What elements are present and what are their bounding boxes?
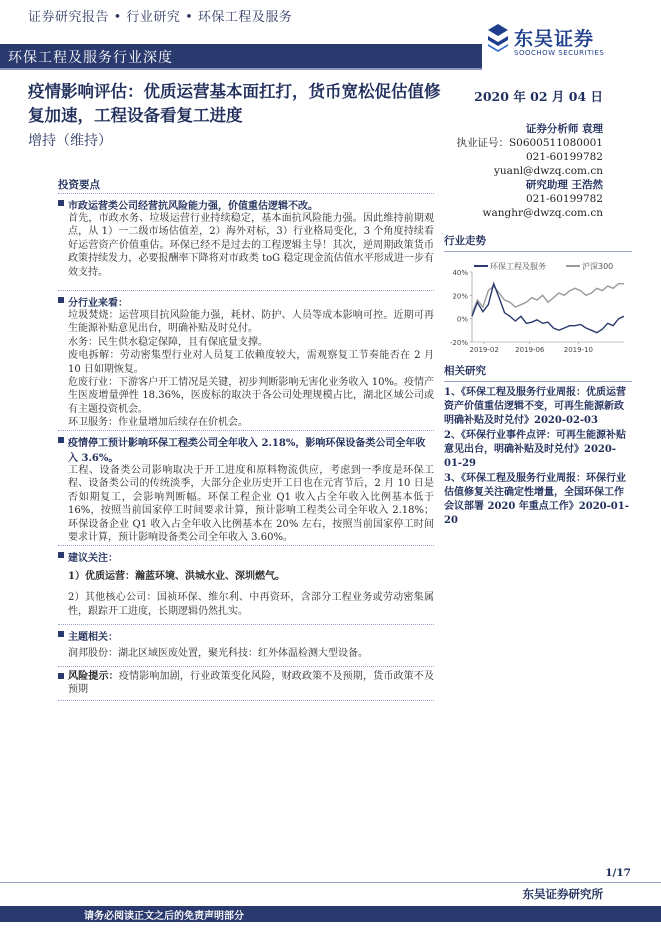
breadcrumb: 证券研究报告 • 行业研究 • 环保工程及服务	[28, 10, 293, 25]
invest-points-heading: 投资要点	[58, 179, 100, 191]
category-banner-text: 环保工程及服务行业深度	[8, 50, 173, 66]
y-tick-label: 40%	[452, 269, 468, 277]
rating: 增持（维持）	[28, 133, 112, 149]
trend-section	[444, 233, 632, 252]
dismantle-text: 废电拆解：劳动密集型行业对人员复工依赖度较大，需观察复工节奏能否在 2 月 10 日如期恢复。	[68, 350, 434, 375]
hazard-waste-text: 危废行业：下游客户开工情况是关键，初步判断影响无害化业务收入 10%。疫情产生医废增量弹性 18.36%，医废标的取决于各公司处理规模占比，湖北区域公司或有主题投资机会。	[68, 377, 434, 415]
recommend-item-1: 1）优质运营：瀚蓝环境、洪城水业、深圳燃气。	[68, 571, 285, 582]
related-item-2[interactable]: 2、《环保行业事件点评：可再生能源补贴意见出台，明确补贴及时兑付》2020-01-29	[444, 430, 626, 469]
section-by-industry	[58, 290, 434, 430]
section-core-view	[58, 193, 434, 279]
series-line-sector	[472, 284, 624, 333]
y-tick-label: 20%	[452, 292, 468, 301]
by-industry-title: 分行业来看：	[58, 294, 434, 309]
assistant-email[interactable]: wanghr@dwzq.com.cn	[482, 207, 603, 219]
x-tick-label: 2019-06	[515, 346, 545, 354]
legend-label-sector: 环保工程及服务	[490, 262, 546, 271]
section-shutdown-impact	[58, 430, 434, 544]
related-item-1[interactable]: 1、《环保工程及服务行业周报：优质运营资产价值重估逻辑不变，可再生能源新政明确补贴及时兑付》2020-02-03	[444, 387, 626, 426]
section-risk	[58, 666, 434, 701]
sanitation-text: 环卫服务：作业量增加后续存在价机会。	[68, 417, 248, 429]
brand-logo	[486, 22, 636, 66]
trend-chart	[444, 260, 632, 360]
legend-label-index: 沪深300	[582, 262, 614, 271]
logo-mark-icon	[486, 24, 510, 52]
disclaimer-notice: 请务必阅读正文之后的免责声明部分	[84, 911, 244, 922]
analyst-name: 证券分析师 袁理	[525, 123, 603, 135]
page-number: 1/17	[605, 867, 631, 879]
analyst-block	[456, 122, 603, 220]
x-tick-label: 2019-10	[563, 346, 594, 354]
risk-content: 疫情影响加剧，行业政策变化风险，财政政策不及预期，货币政策不及预期	[68, 671, 435, 696]
logo-name-cn: 东吴证券	[514, 28, 595, 50]
institute-name: 东吴证券研究所	[522, 887, 603, 901]
footer-divider	[0, 882, 661, 883]
core-view-text: 首先，市政水务、垃圾运营行业持续稳定，基本面抗风险能力强。因此维持前期观点，从 1）一二级市场估值差，2）海外对标，3）行业格局变化，3 个角度持续看好运营资产价值重估。环保已经不是过去的工程逻辑主导！其次，逆周期政策货币政策持续发力，必要报酬率下降将对市政类 toG 稳定现金流估值水平形成进一步有效支持。	[68, 213, 434, 278]
section-recommend	[58, 545, 434, 618]
shutdown-impact-text: 工程、设备类公司影响取决于开工进度和原料物流供应，考虑到一季度是环保工程、设备类公司的传统淡季，大部分企业历史开工日也在元宵节后，2 月 10 日是否如期复工，会影响判断幅。环保工程企业 Q1 收入占全年收入比例基本低于 16%，按照当前国家停工时间要求计算，预计影响工程类公司全年收入 2.18%；环保设备企业 Q1 收入占全年收入比例基本在 20% 左右，按照当前国家停工时间要求计算，预计影响设备类公司全年收入 3.60%。	[68, 465, 434, 544]
report-date: 2020 年 02 月 04 日	[474, 89, 603, 104]
waste-incineration-text: 垃圾焚烧：运营项目抗风险能力强，耗材、防护、人员等成本影响可控。近期可再生能源补贴意见出台，明确补贴及时兑付。	[68, 310, 434, 335]
related-item-3[interactable]: 3、《环保工程及服务行业周报：环保行业估值修复关注确定性增量，全国环保工作会议部署 2020 年重点工作》2020-01-20	[444, 473, 629, 526]
related-section	[444, 363, 632, 528]
assistant-name: 研究助理 王浩然	[525, 179, 603, 191]
trend-chart-svg	[444, 260, 632, 360]
recommend-item-2: 2）其他核心公司：国祯环保、维尔利、中再资环，含部分工程业务或劳动密集属性，跟踪开工进度，长期逻辑仍然扎实。	[68, 592, 434, 617]
trend-heading: 行业走势	[444, 233, 632, 252]
core-view-title: 市政运营类公司经营抗风险能力强，价值重估逻辑不改。	[58, 197, 434, 212]
risk-label: 风险提示：	[68, 671, 119, 682]
analyst-email[interactable]: yuanl@dwzq.com.cn	[493, 165, 603, 177]
section-theme	[58, 624, 434, 660]
analyst-cert: 执业证号：S0600511080001	[456, 137, 603, 149]
logo-name-en: SOOCHOW SECURITIES	[514, 49, 605, 57]
water-text: 水务：民生供水稳定保障，且有保底量支撑。	[68, 336, 268, 348]
footer-bar	[0, 906, 661, 922]
y-tick-label: 0%	[456, 315, 468, 324]
report-title: 疫情影响评估：优质运营基本面扛打，货币宽松促估值修复加速，工程设备看复工进度	[28, 82, 441, 125]
banner-divider	[0, 68, 482, 70]
risk-bullet-icon	[58, 673, 64, 679]
y-tick-label: -20%	[449, 339, 468, 347]
analyst-phone: 021-60199782	[525, 151, 603, 163]
shutdown-impact-title: 疫情停工预计影响环保工程类公司全年收入 2.18%，影响环保设备类公司全年收入 3.6%。	[58, 434, 434, 464]
assistant-phone: 021-60199782	[525, 193, 603, 205]
category-banner	[0, 44, 482, 68]
recommend-title: 建议关注：	[58, 549, 434, 564]
risk-text	[58, 670, 434, 697]
x-tick-label: 2019-02	[469, 346, 499, 354]
related-heading: 相关研究	[444, 363, 632, 382]
theme-text: 润邦股份：湖北区域医废处置，聚光科技：红外体温检测大型设备。	[68, 648, 368, 659]
theme-title: 主题相关：	[58, 628, 434, 643]
